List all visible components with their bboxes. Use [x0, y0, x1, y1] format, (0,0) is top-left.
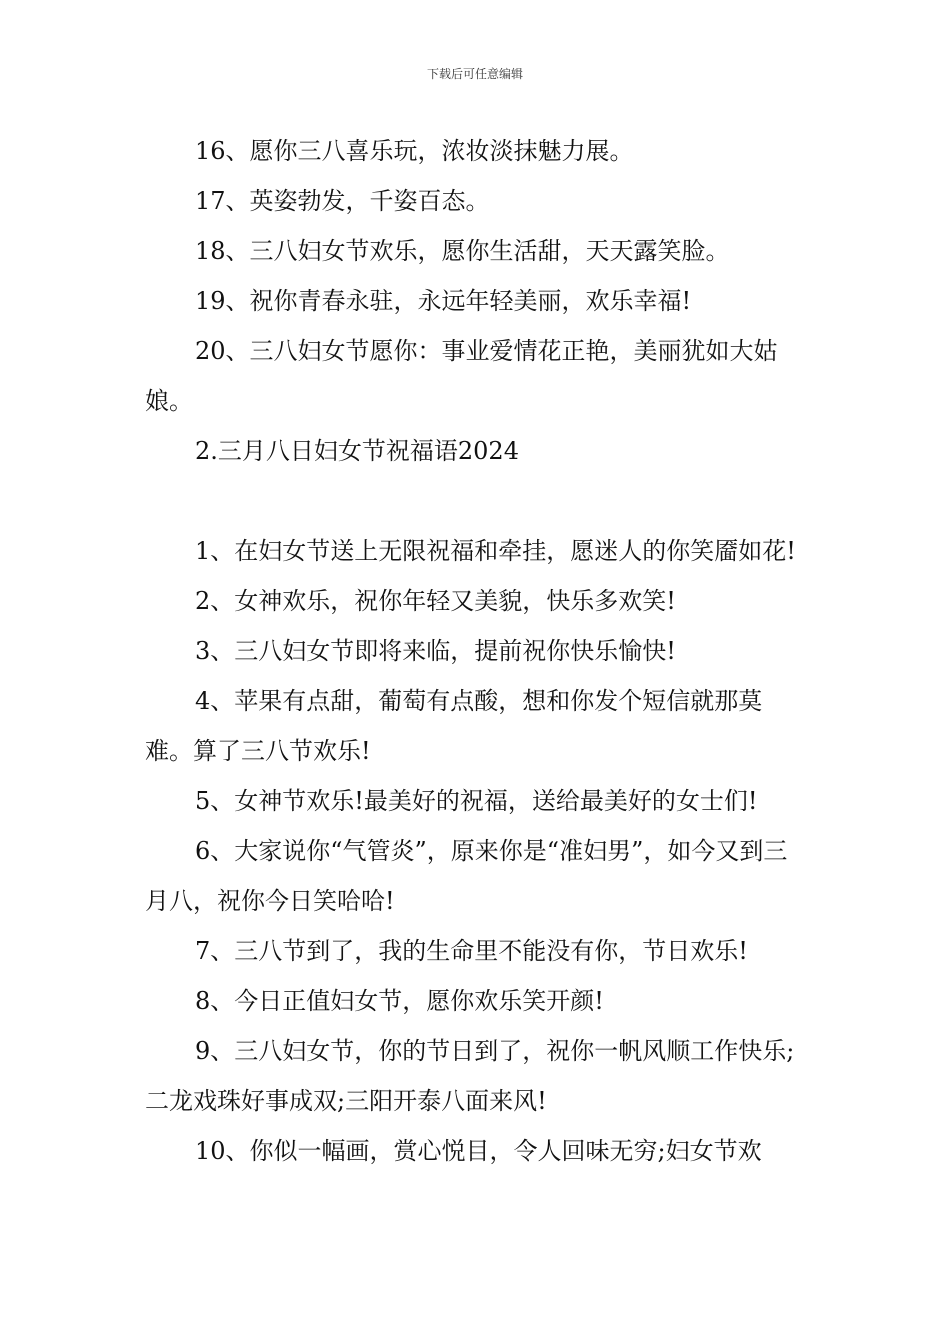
wish-item-5: 5、女神节欢乐!最美好的祝福，送给最美好的女士们!: [195, 787, 758, 815]
wish-item-17: 17、英姿勃发，千姿百态。: [195, 187, 490, 215]
page-header: 下载后可任意编辑: [426, 67, 523, 81]
wish-item-18: 18、三八妇女节欢乐，愿你生活甜，天天露笑脸。: [195, 237, 730, 265]
section-heading: 2.三月八日妇女节祝福语2024: [195, 437, 519, 465]
document-body: [145, 126, 807, 1176]
blank-line: [145, 476, 807, 526]
wish-item-10: 10、你似一幅画，赏心悦目，令人回味无穷;妇女节欢: [195, 1137, 762, 1165]
wish-item-16: 16、愿你三八喜乐玩，浓妆淡抹魅力展。: [195, 137, 634, 165]
wish-item-20: 20、三八妇女节愿你：事业爱情花正艳，美丽犹如大姑娘。: [145, 337, 778, 415]
wish-item-1: 1、在妇女节送上无限祝福和牵挂，愿迷人的你笑靥如花!: [195, 537, 796, 565]
wish-item-2: 2、女神欢乐，祝你年轻又美貌，快乐多欢笑!: [195, 587, 676, 615]
wish-item-7: 7、三八节到了，我的生命里不能没有你，节日欢乐!: [195, 937, 748, 965]
wish-item-19: 19、祝你青春永驻，永远年轻美丽，欢乐幸福!: [195, 287, 692, 315]
wish-item-9: 9、三八妇女节，你的节日到了，祝你一帆风顺工作快乐;二龙戏珠好事成双;三阳开泰八面来风!: [145, 1037, 795, 1115]
wish-item-4: 4、苹果有点甜，葡萄有点酸，想和你发个短信就那莫难。算了三八节欢乐!: [145, 687, 763, 765]
wish-item-3: 3、三八妇女节即将来临，提前祝你快乐愉快!: [195, 637, 676, 665]
wish-item-6: 6、大家说你“气管炎”，原来你是“准妇男”，如今又到三月八，祝你今日笑哈哈!: [145, 837, 788, 915]
wish-item-8: 8、今日正值妇女节，愿你欢乐笑开颜!: [195, 987, 604, 1015]
